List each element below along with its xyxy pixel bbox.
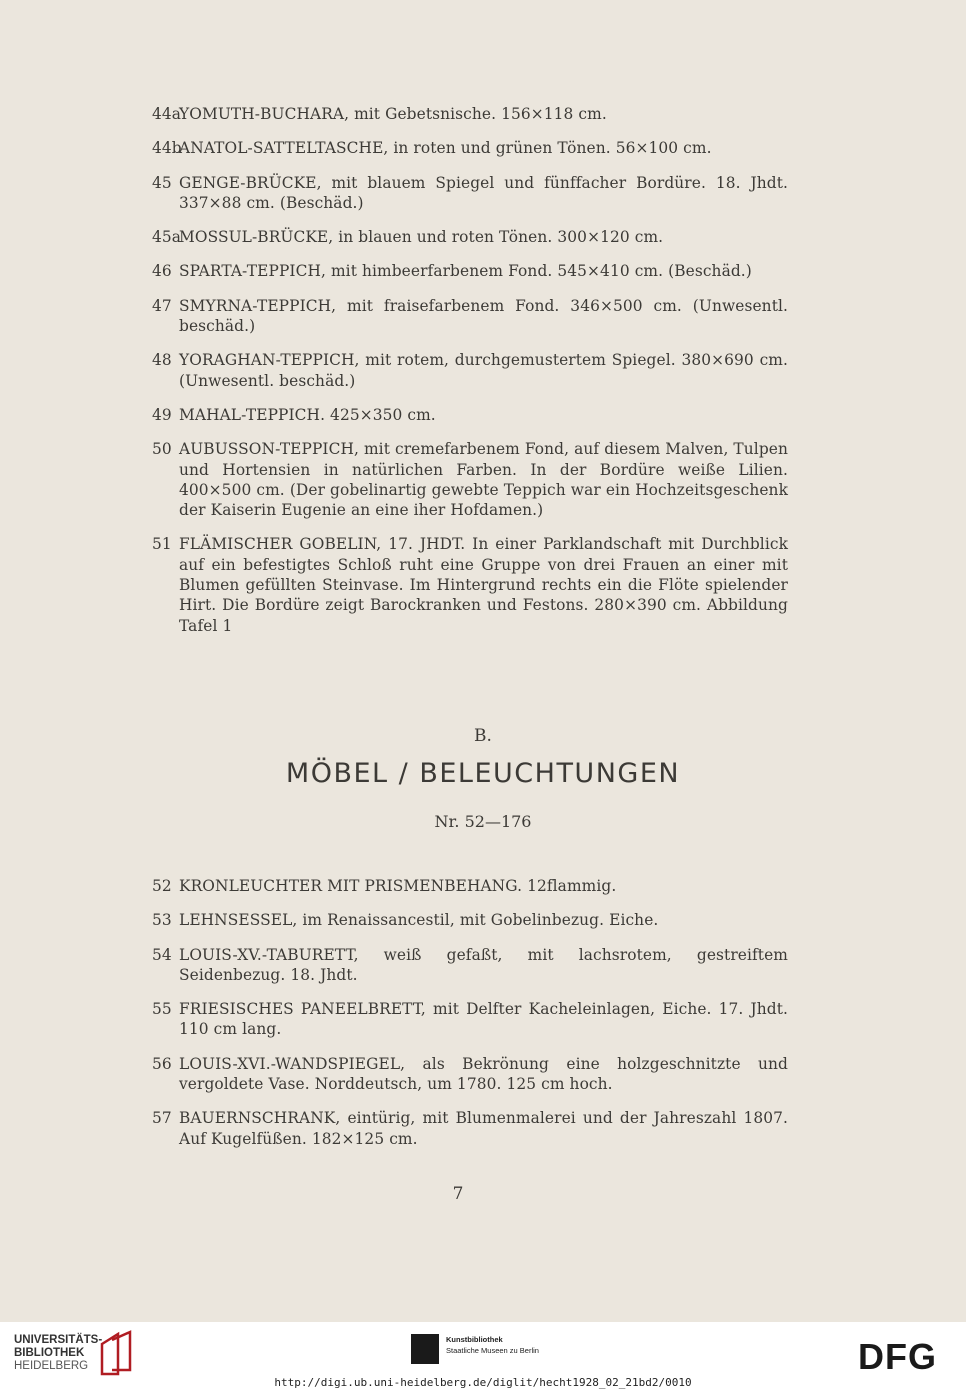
lot-description: LOUIS-XVI.-WANDSPIEGEL, als Bekrönung eine holzgeschnitzte und vergoldete Vase. Norddeutsch, um 1780. 125 cm hoch. <box>179 1054 788 1094</box>
lot-description: SMYRNA-TEPPICH, mit fraisefarbenem Fond. 346×500 cm. (Unwesentl. beschäd.) <box>179 296 788 336</box>
lot-description: YOMUTH-BUCHARA, mit Gebetsnische. 156×118 cm. <box>179 105 607 123</box>
lot-description: SPARTA-TEPPICH, mit himbeerfarbenem Fond. 545×410 cm. (Beschäd.) <box>179 262 752 281</box>
page-number: 7 <box>452 1184 464 1204</box>
lot-entry <box>152 350 788 391</box>
lot-entry <box>152 534 788 635</box>
section-range: Nr. 52—176 <box>434 812 532 831</box>
lot-description: FRIESISCHES PANEELBRETT, mit Delfter Kacheleinlagen, Eiche. 17. Jhdt. 110 cm lang. <box>179 1000 788 1039</box>
source-url[interactable]: http://digi.ub.uni-heidelberg.de/diglit/hecht1928_02_21bd2/0010 <box>274 1376 692 1389</box>
lot-description: YORAGHAN-TEPPICH, mit rotem, durchgemustertem Spiegel. 380×690 cm. (Unwesentl. beschäd.) <box>179 351 788 390</box>
lot-description: LOUIS-XV.-TABURETT, weiß gefaßt, mit lachsrotem, gestreiftem Seidenbezug. 18. Jhdt. <box>179 945 788 984</box>
lot-number: 44b <box>152 139 182 158</box>
lot-entry <box>152 405 788 425</box>
lot-description: AUBUSSON-TEPPICH, mit cremefarbenem Fond, auf diesem Malven, Tulpen und Hortensien in natürlichen Farben. In der Bordüre weiße Lilien. 400×500 cm. (Der gobelinartig gewebte Teppich war ein Hochzeitsgeschenk der Kaiserin Eugenie an eine iher Hofdamen.) <box>179 440 788 520</box>
lot-description: FLÄMISCHER GOBELIN, 17. JHDT. In einer Parklandschaft mit Durchblick auf ein befestigtes Schloß ruht eine Gruppe von drei Frauen an einer mit Blumen gefüllten Steinvase. Im Hintergrund rechts ein die Flöte spielender Hirt. Die Bordüre zeigt Barockranken und Festons. 280×390 cm. Abbildung Tafel 1 <box>179 535 788 635</box>
lot-description: MAHAL-TEPPICH. 425×350 cm. <box>179 405 436 424</box>
lot-entry <box>152 104 788 124</box>
lot-number: 56 <box>152 1054 172 1073</box>
lot-number: 45 <box>152 173 172 192</box>
lot-description: LEHNSESSEL, im Renaissancestil, mit Gobelinbezug. Eiche. <box>179 911 659 930</box>
lot-description: MOSSUL-BRÜCKE, in blauen und roten Tönen. 300×120 cm. <box>179 228 664 247</box>
digitization-footer <box>0 1322 966 1391</box>
lot-entry <box>152 945 788 986</box>
lot-number: 57 <box>152 1109 172 1128</box>
lot-number: 45a <box>152 228 182 247</box>
kb-line-2: Staatliche Museen zu Berlin <box>446 1346 539 1355</box>
lot-entry <box>152 173 788 214</box>
lot-description: BAUERNSCHRANK, eintürig, mit Blumenmalerei und der Jahreszahl 1807. Auf Kugelfüßen. 182×125 cm. <box>179 1109 788 1148</box>
lot-number: 47 <box>152 296 172 315</box>
lot-number: 52 <box>152 877 172 895</box>
lot-entry <box>152 261 788 281</box>
lot-entry <box>152 910 788 930</box>
lot-number: 50 <box>152 440 172 459</box>
lot-list-furniture <box>152 876 788 1163</box>
lot-description: KRONLEUCHTER MIT PRISMENBEHANG. 12flammig. <box>179 877 617 895</box>
uni-line-3: HEIDELBERG <box>14 1360 89 1372</box>
lot-entry <box>152 296 788 337</box>
lot-number: 51 <box>152 535 172 554</box>
university-library-label <box>14 1334 102 1373</box>
lot-number: 44a <box>152 105 182 123</box>
lot-number: 53 <box>152 911 172 930</box>
lot-description: GENGE-BRÜCKE, mit blauem Spiegel und fünffacher Bordüre. 18. Jhdt. 337×88 cm. (Beschäd.) <box>179 173 788 212</box>
lot-number: 49 <box>152 405 172 424</box>
lot-description: ANATOL-SATTELTASCHE, in roten und grünen Tönen. 56×100 cm. <box>179 139 712 158</box>
kunstbibliothek-logo-icon <box>411 1334 439 1364</box>
lot-entry <box>152 138 788 158</box>
lot-list-carpets <box>152 104 788 650</box>
dfg-logo: DFG <box>858 1336 937 1377</box>
lot-entry <box>152 227 788 247</box>
university-logo-icon <box>98 1330 136 1376</box>
lot-entry <box>152 876 788 896</box>
kb-line-1: Kunstbibliothek <box>446 1335 503 1344</box>
lot-number: 48 <box>152 351 172 370</box>
lot-entry <box>152 1108 788 1149</box>
lot-entry <box>152 999 788 1040</box>
section-letter: B. <box>474 726 492 746</box>
lot-number: 46 <box>152 262 172 281</box>
lot-entry <box>152 439 788 520</box>
uni-line-1: UNIVERSITÄTS- <box>14 1334 103 1346</box>
lot-entry <box>152 1054 788 1095</box>
lot-number: 54 <box>152 945 172 964</box>
lot-number: 55 <box>152 1000 172 1019</box>
section-title: MÖBEL / BELEUCHTUNGEN <box>285 758 681 789</box>
uni-line-2: BIBLIOTHEK <box>14 1347 85 1359</box>
kunstbibliothek-label <box>446 1334 539 1356</box>
